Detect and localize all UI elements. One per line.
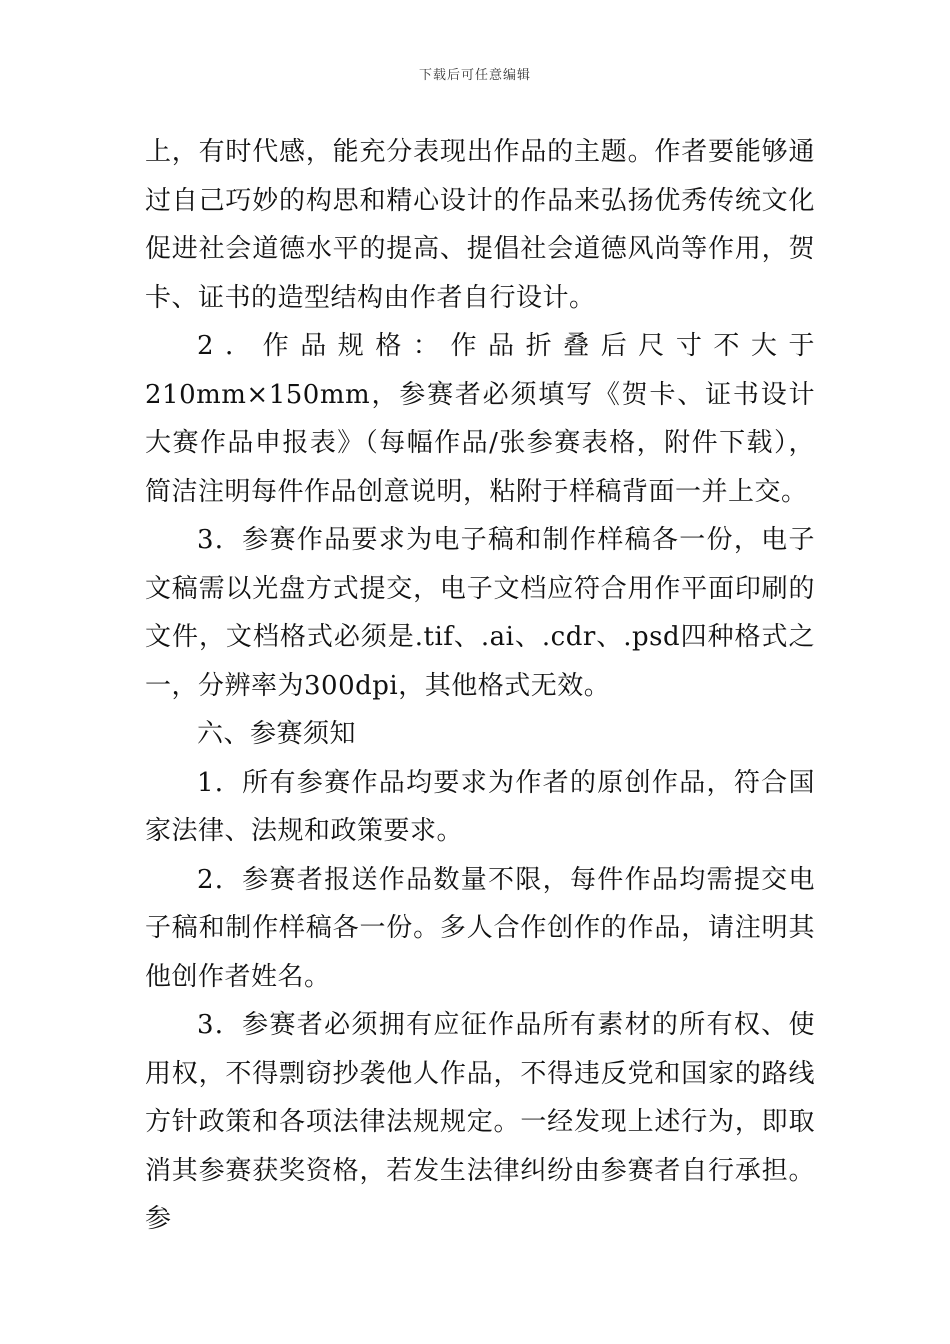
paragraph-notice-2: 2．参赛者报送作品数量不限，每件作品均需提交电子稿和制作样稿各一份。多人合作创作的作品，请注明其他创作者姓名。 xyxy=(145,864,815,992)
page-header: 下载后可任意编辑 xyxy=(418,68,531,83)
paragraph-item-3-format: 3．参赛作品要求为电子稿和制作样稿各一份，电子文稿需以光盘方式提交，电子文档应符合用作平面印刷的文件，文档格式必须是.tif、.ai、.cdr、.psd四种格式之一，分辨率为300dpi，其他格式无效。 xyxy=(145,525,815,701)
paragraph-notice-3: 3．参赛者必须拥有应征作品所有素材的所有权、使用权，不得剽窃抄袭他人作品，不得违反党和国家的路线方针政策和各项法律法规规定。一经发现上述行为，即取消其参赛获奖资格，若发生法律纠纷由参赛者自行承担。参 xyxy=(145,1010,815,1234)
paragraph-item-2-spec: 2．作品规格：作品折叠后尺寸不大于210mm×150mm，参赛者必须填写《贺卡、证书设计大赛作品申报表》（每幅作品/张参赛表格，附件下载），简洁注明每件作品创意说明，粘附于样稿背面一并上交。 xyxy=(145,331,815,507)
paragraph-notice-1: 1．所有参赛作品均要求为作者的原创作品，符合国家法律、法规和政策要求。 xyxy=(145,767,815,846)
paragraph-continuation: 上，有时代感，能充分表现出作品的主题。作者要能够通过自己巧妙的构思和精心设计的作品来弘扬优秀传统文化促进社会道德水平的提高、提倡社会道德风尚等作用，贺卡、证书的造型结构由作者自行设计。 xyxy=(145,137,815,313)
section-heading-notice: 六、参赛须知 xyxy=(197,719,357,749)
document-body xyxy=(145,128,815,1244)
